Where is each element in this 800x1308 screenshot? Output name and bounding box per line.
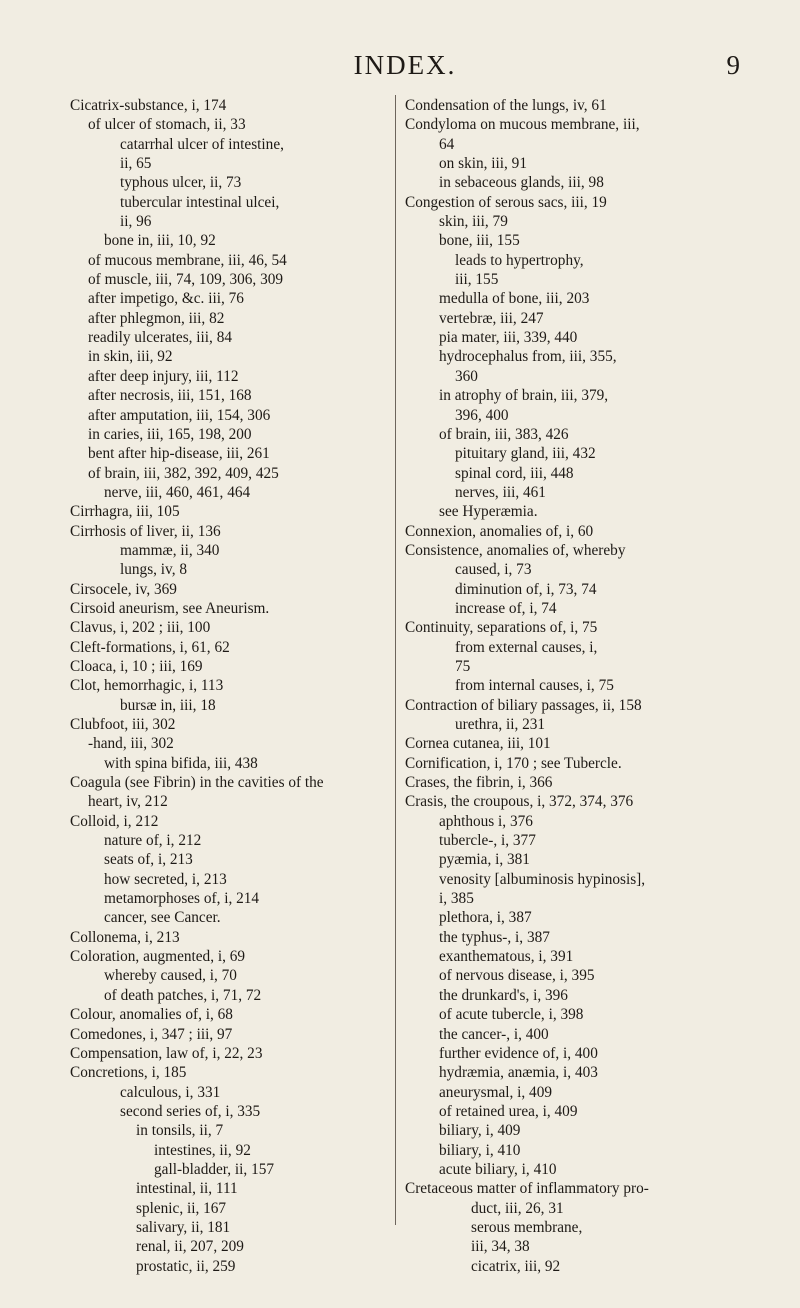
index-entry: Crasis, the croupous, i, 372, 374, 376 [405,793,634,811]
index-entry: aneurysmal, i, 409 [439,1083,553,1101]
index-entry: lungs, iv, 8 [120,561,187,579]
index-entry: 64 [439,135,455,153]
index-entry: the drunkard's, i, 396 [439,986,568,1004]
index-entry: spinal cord, iii, 448 [455,464,574,482]
index-column-left [70,96,388,1276]
index-entry: venosity [albuminosis hypinosis], [439,870,646,888]
index-entry: calculous, i, 331 [120,1083,221,1101]
index-entry: pituitary gland, iii, 432 [455,445,596,463]
index-entry: Cloaca, i, 10 ; iii, 169 [70,657,203,675]
index-entry: see Hyperæmia. [439,503,538,521]
index-entry: metamorphoses of, i, 214 [104,890,260,908]
index-entry: bone, iii, 155 [439,232,520,250]
index-entry: bursæ in, iii, 18 [120,696,216,714]
index-entry: how secreted, i, 213 [104,870,227,888]
index-entry: Cornea cutanea, iii, 101 [405,735,551,753]
index-entry: from external causes, i, [455,638,598,656]
index-entry: 75 [455,657,471,675]
index-entry: i, 385 [439,890,474,908]
index-entry: hydræmia, anæmia, i, 403 [439,1064,598,1082]
index-entry: iii, 155 [455,271,499,289]
index-entry: renal, ii, 207, 209 [136,1238,244,1256]
index-entry: Cicatrix-substance, i, 174 [70,97,227,114]
index-entry: biliary, i, 410 [439,1141,521,1159]
index-entry: after impetigo, &c. iii, 76 [88,290,244,308]
index-entry: Clavus, i, 202 ; iii, 100 [70,619,211,637]
index-entry: mammæ, ii, 340 [120,541,220,559]
index-entry: in atrophy of brain, iii, 379, [439,387,609,405]
index-entry: Cleft-formations, i, 61, 62 [70,638,230,656]
page-number: 9 [726,50,740,80]
index-entry: 360 [455,367,478,385]
index-entry: prostatic, ii, 259 [136,1257,236,1275]
index-entry: of acute tubercle, i, 398 [439,1006,584,1024]
index-entry: bone in, iii, 10, 92 [104,232,216,250]
index-entry: tubercle-, i, 377 [439,832,536,850]
index-entry: further evidence of, i, 400 [439,1044,598,1062]
index-entry: heart, iv, 212 [88,793,168,811]
index-entry: after necrosis, iii, 151, 168 [88,387,252,405]
index-entry: in tonsils, ii, 7 [136,1122,224,1140]
index-entry: hydrocephalus from, iii, 355, [439,348,617,366]
index-entry: leads to hypertrophy, [455,251,584,269]
index-entry: whereby caused, i, 70 [104,967,237,985]
index-entry: on skin, iii, 91 [439,155,527,173]
index-entry: in sebaceous glands, iii, 98 [439,174,604,192]
index-entry: ii, 65 [120,155,152,173]
index-entry: vertebræ, iii, 247 [439,309,544,327]
index-entry: gall-bladder, ii, 157 [154,1160,275,1178]
index-entry: typhous ulcer, ii, 73 [120,174,242,192]
index-entry: serous membrane, [471,1218,583,1236]
index-entry: Cirrhagra, iii, 105 [70,503,180,521]
index-entry: Consistence, anomalies of, whereby [405,541,626,559]
index-entry: nature of, i, 212 [104,832,202,850]
index-entry: cancer, see Cancer. [104,909,221,927]
index-entry: ii, 96 [120,213,152,231]
index-entry: tubercular intestinal ulcei, [120,193,280,211]
index-entry: with spina bifida, iii, 438 [104,754,258,772]
column-divider [395,95,396,1225]
index-entry: bent after hip-disease, iii, 261 [88,445,270,463]
index-entry: aphthous i, 376 [439,812,533,830]
index-entry: in caries, iii, 165, 198, 200 [88,425,252,443]
index-entry: urethra, ii, 231 [455,716,546,733]
index-entry: nerves, iii, 461 [455,483,546,501]
index-entry: acute biliary, i, 410 [439,1160,557,1178]
index-entry: 396, 400 [455,406,509,424]
index-entry: of ulcer of stomach, ii, 33 [88,116,246,134]
index-entry: readily ulcerates, iii, 84 [88,329,232,347]
index-entry: Compensation, law of, i, 22, 23 [70,1044,263,1062]
index-entry: Colloid, i, 212 [70,812,159,830]
index-entry: Clot, hemorrhagic, i, 113 [70,677,224,695]
index-entry: plethora, i, 387 [439,909,532,927]
index-entry: of brain, iii, 383, 426 [439,425,569,443]
index-entry: Coagula (see Fibrin) in the cavities of the [70,774,324,792]
index-entry: in skin, iii, 92 [88,348,173,366]
page-header [70,44,740,84]
index-entry: medulla of bone, iii, 203 [439,290,590,308]
index-entry: Comedones, i, 347 ; iii, 97 [70,1025,233,1043]
index-entry: Cirrhosis of liver, ii, 136 [70,522,221,540]
index-entry: intestines, ii, 92 [154,1141,251,1159]
index-entry: Colour, anomalies of, i, 68 [70,1006,233,1024]
index-entry: second series of, i, 335 [120,1102,261,1120]
index-entry: Cornification, i, 170 ; see Tubercle. [405,754,622,772]
index-entry: exanthematous, i, 391 [439,948,574,966]
index-entry: the typhus-, i, 387 [439,928,550,946]
index-entry: Continuity, separations of, i, 75 [405,619,598,637]
index-entry: Connexion, anomalies of, i, 60 [405,522,594,540]
page-title: INDEX. [353,50,457,80]
index-entry: of retained urea, i, 409 [439,1102,578,1120]
index-entry: nerve, iii, 460, 461, 464 [104,483,251,501]
index-entry: the cancer-, i, 400 [439,1025,549,1043]
index-entry: Crases, the fibrin, i, 366 [405,774,553,792]
index-entry: Collonema, i, 213 [70,928,180,946]
index-entry: diminution of, i, 73, 74 [455,580,597,598]
index-entry: after deep injury, iii, 112 [88,367,239,385]
index-entry: Concretions, i, 185 [70,1064,187,1082]
index-entry: after phlegmon, iii, 82 [88,309,225,327]
index-entry: pyæmia, i, 381 [439,851,530,869]
index-entry: Cirsoid aneurism, see Aneurism. [70,599,270,617]
index-entry: from internal causes, i, 75 [455,677,614,695]
index-entry: of death patches, i, 71, 72 [104,986,262,1004]
index-entry: caused, i, 73 [455,561,532,579]
index-entry: cicatrix, iii, 92 [471,1257,561,1275]
index-entry: of muscle, iii, 74, 109, 306, 309 [88,271,284,289]
index-entry: of mucous membrane, iii, 46, 54 [88,251,287,269]
index-entry: Condensation of the lungs, iv, 61 [405,97,607,114]
index-entry: duct, iii, 26, 31 [471,1199,564,1217]
index-entry: Cretaceous matter of inflammatory pro- [405,1180,649,1198]
index-entry: Congestion of serous sacs, iii, 19 [405,193,607,211]
index-entry: Cirsocele, iv, 369 [70,580,177,598]
index-entry: intestinal, ii, 111 [136,1180,238,1198]
index-entry: seats of, i, 213 [104,851,193,869]
index-entry: biliary, i, 409 [439,1122,521,1140]
index-entry: -hand, iii, 302 [88,735,174,753]
index-entry: splenic, ii, 167 [136,1199,227,1217]
index-entry: Contraction of biliary passages, ii, 158 [405,696,642,714]
index-entry: Coloration, augmented, i, 69 [70,948,246,966]
index-entry: catarrhal ulcer of intestine, [120,135,284,153]
index-entry: of brain, iii, 382, 392, 409, 425 [88,464,279,482]
index-entry: Clubfoot, iii, 302 [70,716,176,733]
index-entry: after amputation, iii, 154, 306 [88,406,271,424]
index-entry: increase of, i, 74 [455,599,557,617]
index-entry: salivary, ii, 181 [136,1218,231,1236]
index-entry: skin, iii, 79 [439,213,508,231]
index-entry: Condyloma on mucous membrane, iii, [405,116,640,134]
index-entry: iii, 34, 38 [471,1238,530,1256]
index-entry: of nervous disease, i, 395 [439,967,595,985]
index-column-right [405,96,740,1276]
index-entry: pia mater, iii, 339, 440 [439,329,578,347]
